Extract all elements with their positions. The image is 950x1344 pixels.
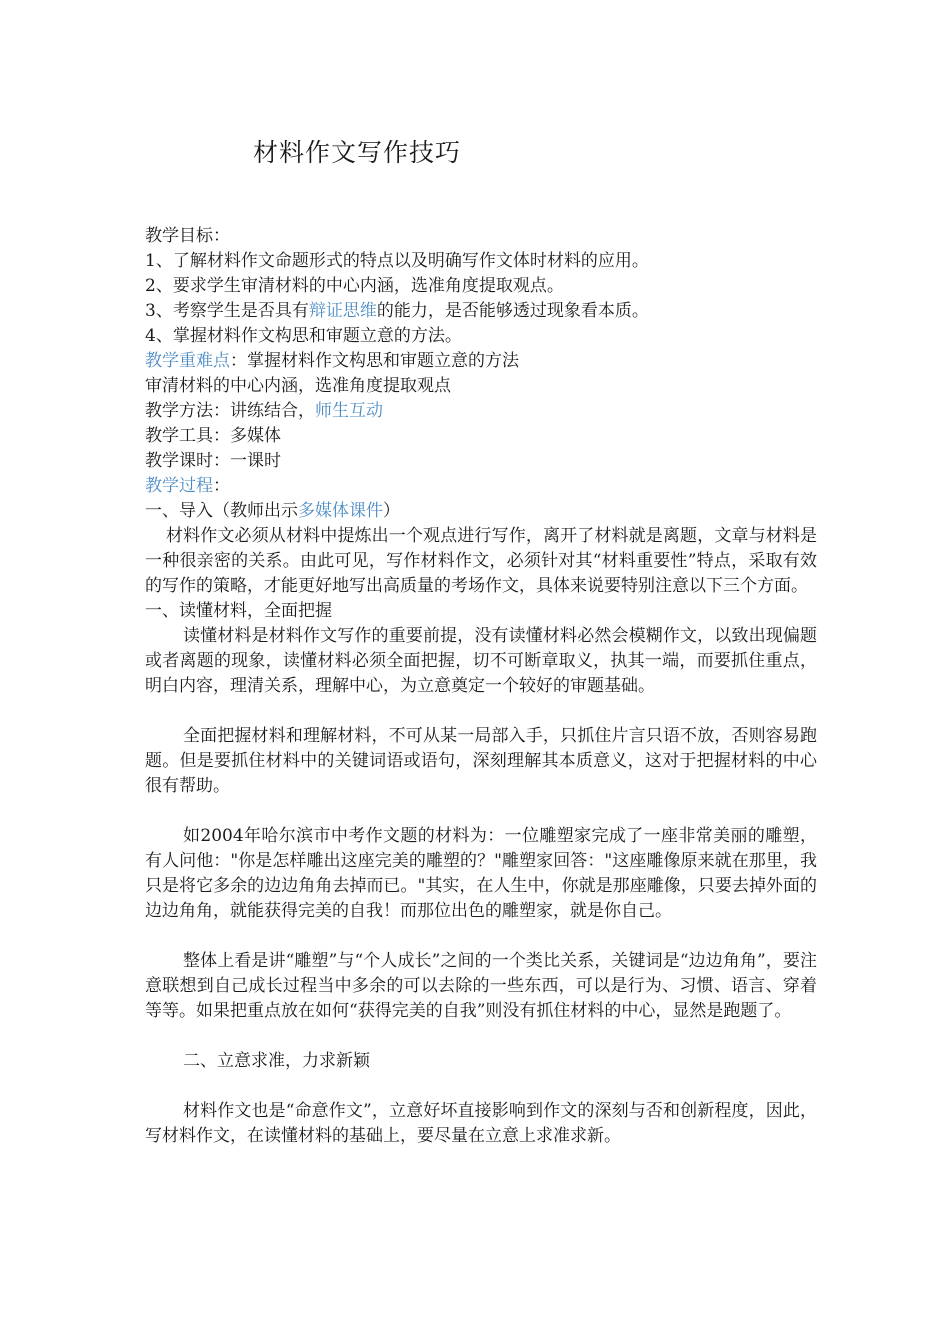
teaching-process: [145, 474, 817, 499]
section-1-paragraph: 整体上看是讲“雕塑”与“个人成长”之间的一个类比关系，关键词是“边边角角”，要注意联想到自己成长过程当中多余的可以去除的一些东西，可以是行为、习惯、语言、穿着等等。如果把重点放在如何“获得完美的自我”则没有抓住材料的中心，显然是跑题了。: [145, 951, 817, 1021]
key-points-text: ：掌握材料作文构思和审题立意的方法: [230, 351, 519, 371]
teaching-process-link[interactable]: 教学过程: [145, 476, 213, 496]
document-title: 材料作文写作技巧: [253, 138, 462, 167]
teaching-method-text: 教学方法：讲练结合，: [145, 401, 315, 421]
dialectical-thinking-link[interactable]: 辩证思维: [308, 301, 377, 321]
intro-prefix: 一、导入（教师出示: [145, 501, 298, 521]
objective-3-prefix: 3、考察学生是否具有: [145, 301, 309, 321]
teacher-student-interaction-link[interactable]: 师生互动: [315, 401, 383, 421]
objective-item: 2、要求学生审清材料的中心内涵，选准角度提取观点。: [145, 276, 564, 296]
intro-paragraph: 材料作文必须从材料中提炼出一个观点进行写作，离开了材料就是离题，文章与材料是一种很亲密的关系。由此可见，写作材料作文，必须针对其“材料重要性”特点，采取有效的写作的策略，才能更好地写出高质量的考场作文，具体来说要特别注意以下三个方面。: [145, 526, 817, 596]
objective-item: 1、了解材料作文命题形式的特点以及明确写作文体时材料的应用。: [145, 251, 649, 271]
teaching-process-colon: ：: [213, 476, 230, 496]
key-points-line: [145, 349, 817, 374]
section-1-paragraph: 全面把握材料和理解材料，不可从某一局部入手，只抓住片言只语不放，否则容易跑题。但是要抓住材料中的关键词语或语句，深刻理解其本质意义，这对于把握材料的中心很有帮助。: [145, 726, 817, 796]
section-1-paragraph: 读懂材料是材料作文写作的重要前提，没有读懂材料必然会模糊作文，以致出现偏题或者离题的现象，读懂材料必须全面把握，切不可断章取义，执其一端，而要抓住重点，明白内容，理清关系，理解中心，为立意奠定一个较好的审题基础。: [145, 626, 817, 696]
teaching-hours: 教学课时：一课时: [145, 451, 281, 471]
multimedia-courseware-link[interactable]: 多媒体课件: [298, 501, 383, 521]
key-points-line-2: 审清材料的中心内涵，选准角度提取观点: [145, 376, 451, 396]
teaching-tools: 教学工具：多媒体: [145, 426, 281, 446]
section-1-paragraph: 如2004年哈尔滨市中考作文题的材料为：一位雕塑家完成了一座非常美丽的雕塑，有人问他："你是怎样雕出这座完美的雕塑的？"雕塑家回答："这座雕像原来就在那里，我只是将它多余的边边角角去掉而已。"其实，在人生中，你就是那座雕像，只要去掉外面的边边角角，就能获得完美的自我！而那位出色的雕塑家，就是你自己。: [145, 826, 817, 921]
objective-item-3: [145, 299, 817, 324]
key-points-link[interactable]: 教学重难点: [145, 351, 230, 371]
document-body: [145, 224, 817, 1149]
intro-heading: [145, 499, 817, 524]
section-2-paragraph: 材料作文也是“命意作文”，立意好坏直接影响到作文的深刻与否和创新程度，因此，写材料作文，在读懂材料的基础上，要尽量在立意上求准求新。: [145, 1101, 817, 1146]
objectives-heading: 教学目标：: [145, 226, 230, 246]
teaching-method: [145, 399, 817, 424]
section-1-heading: 一、读懂材料，全面把握: [145, 601, 332, 621]
objective-item: 4、掌握材料作文构思和审题立意的方法。: [145, 326, 462, 346]
intro-suffix: ）: [383, 501, 400, 521]
section-2-heading: 二、立意求准，力求新颖: [183, 1051, 370, 1071]
objective-3-suffix: 的能力，是否能够透过现象看本质。: [376, 301, 649, 321]
